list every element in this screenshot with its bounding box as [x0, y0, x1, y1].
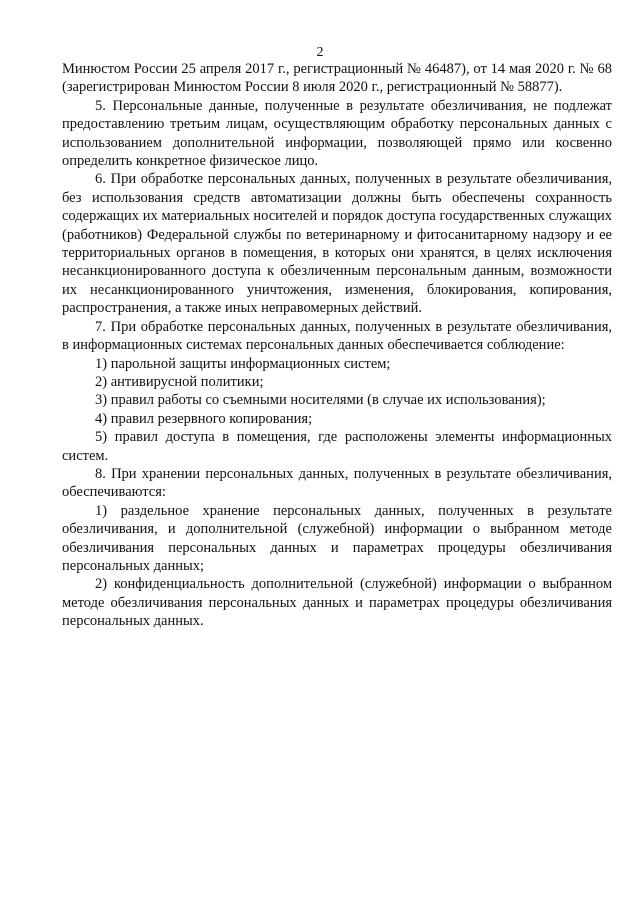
paragraph-continuation: Минюстом России 25 апреля 2017 г., регистрационный № 46487), от 14 мая 2020 г. № 68 (зарегистрирован Минюстом России 8 июля 2020 г., регистрационный № 58877). — [62, 61, 612, 96]
page-number: 2 — [316, 45, 324, 60]
list-item-8-1: 1) раздельное хранение персональных данных, полученных в результате обезличивания, и дополнительной (служебной) информации о выбранном методе обезличивания персональных данных и параметрах процедуры обезличивания персональных данных; — [62, 502, 612, 574]
list-item-7-1: 1) парольной защиты информационных систем; — [95, 355, 391, 372]
list-item-7-3: 3) правил работы со съемными носителями (в случае их использования); — [95, 392, 546, 409]
paragraph-item-7: 7. При обработке персональных данных, полученных в результате обезличивания, в информационных системах персональных данных обеспечивается соблюдение: — [62, 318, 612, 354]
paragraph-item-5: 5. Персональные данные, полученные в результате обезличивания, не подлежат предоставлению третьим лицам, осуществляющим обработку персональных данных с использованием дополнительной информации, позволяющей прямо или косвенно определить конкретное физическое лицо. — [62, 97, 612, 170]
list-item-8-2: 2) конфиденциальность дополнительной (служебной) информации о выбранном методе обезличивания персональных данных и параметрах процедуры обезличивания персональных данных. — [62, 576, 612, 630]
list-item-7-5: 5) правил доступа в помещения, где расположены элементы информационных систем. — [62, 429, 612, 464]
paragraph-item-6: 6. При обработке персональных данных, полученных в результате обезличивания, без использования средств автоматизации должны быть обеспечены сохранность содержащих их материальных носителей и порядок доступа государственных служащих (работников) Федеральной службы по ветеринарному и фитосанитарному надзору и ее территориальных органов в помещения, в которых они хранятся, в целях исключения несанкционированного доступа к обезличенным персональным данным, возможности их несанкционированного уничтожения, изменения, блокирования, копирования, распространения, а также иных неправомерных действий. — [62, 171, 612, 317]
list-item-7-2: 2) антивирусной политики; — [95, 373, 264, 390]
document-body — [62, 60, 612, 631]
list-item-7-4: 4) правил резервного копирования; — [95, 410, 313, 427]
paragraph-item-8: 8. При хранении персональных данных, полученных в результате обезличивания, обеспечиваются: — [62, 465, 612, 501]
